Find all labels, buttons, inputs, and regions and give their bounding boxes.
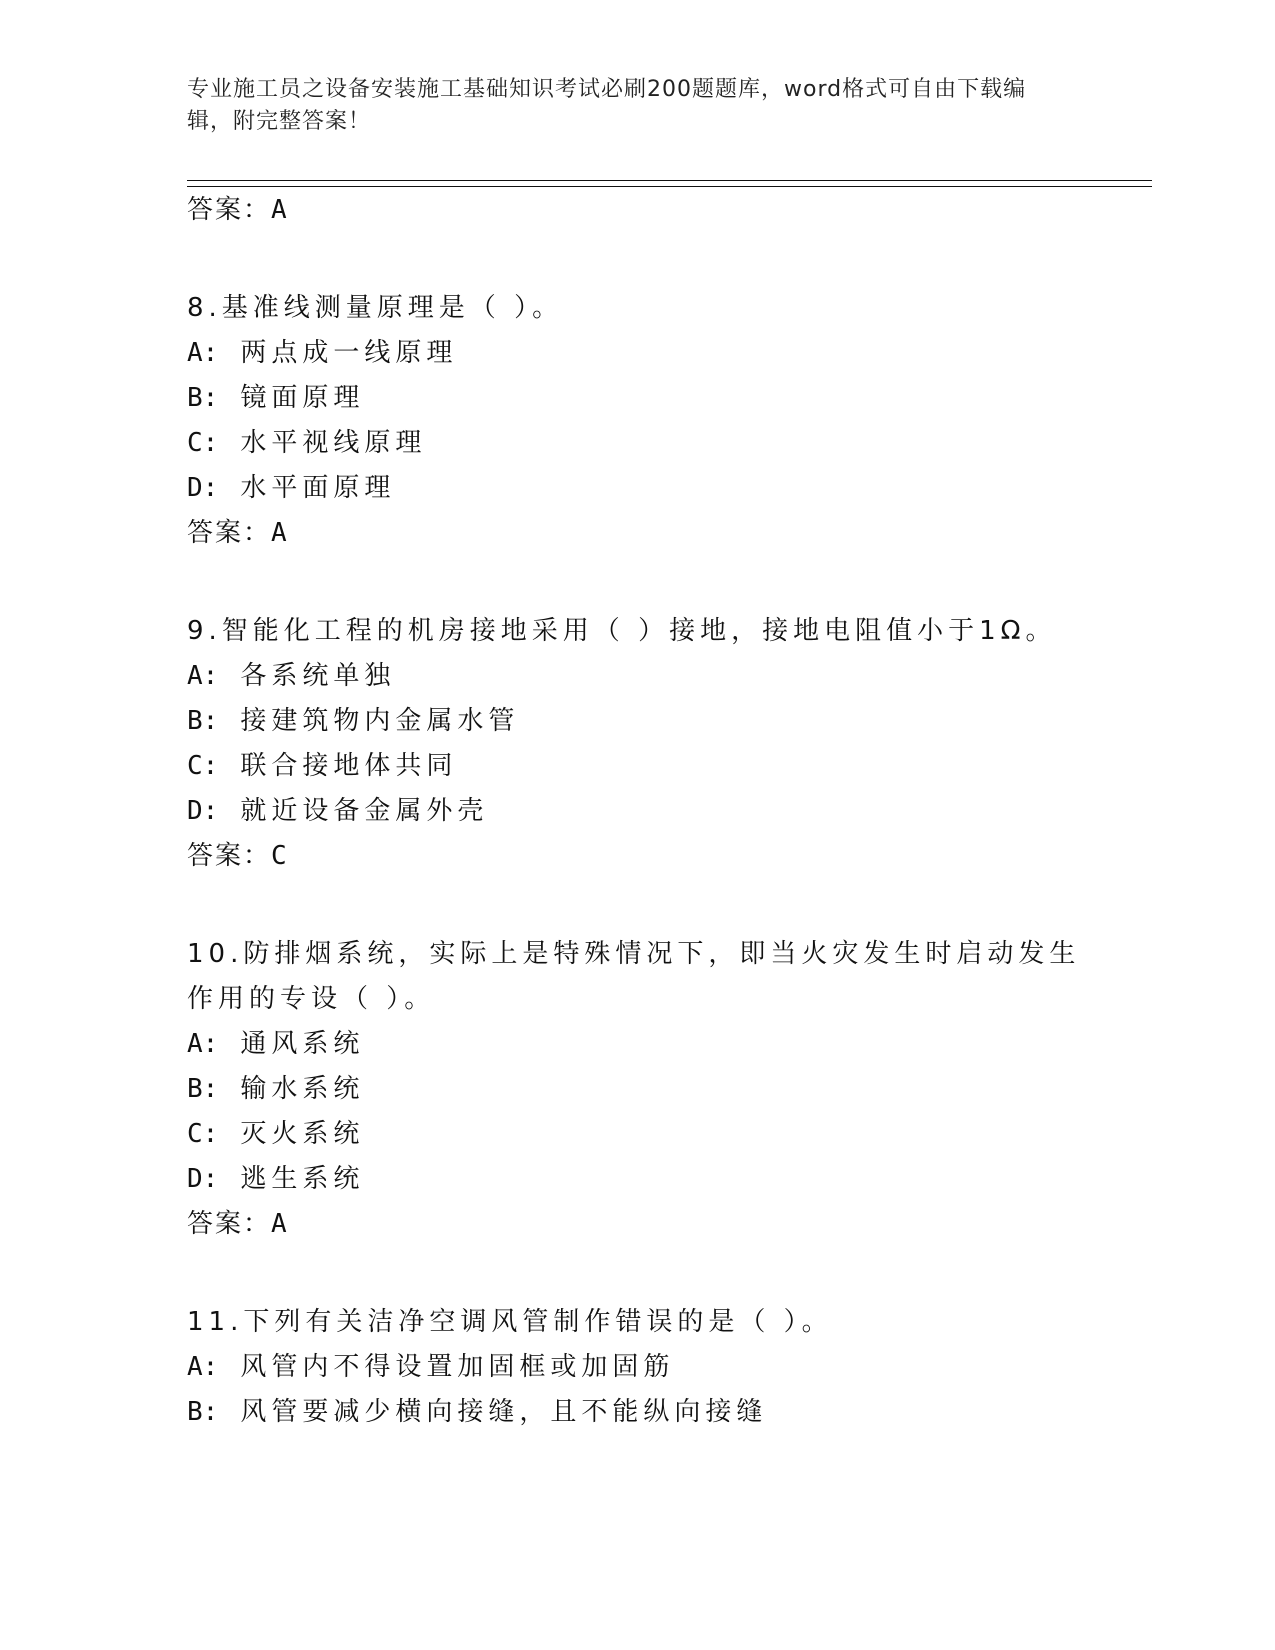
option-letter: C: xyxy=(187,428,219,458)
question-8 xyxy=(187,286,1087,553)
option-b xyxy=(187,1390,1087,1435)
option-letter: C: xyxy=(187,1119,219,1149)
option-b xyxy=(187,376,1087,421)
answer-line xyxy=(187,1204,1087,1244)
option-text: 就近设备金属外壳 xyxy=(240,796,489,826)
option-text: 接建筑物内金属水管 xyxy=(240,706,520,736)
question-stem: 9.智能化工程的机房接地采用（ ）接地，接地电阻值小于1Ω。 xyxy=(187,616,1057,646)
option-letter: B: xyxy=(187,383,219,413)
page-header: 专业施工员之设备安装施工基础知识考试必刷200题题库，word格式可自由下载编辑，附完整答案！ xyxy=(187,77,1027,134)
option-letter: B: xyxy=(187,1397,219,1427)
option-d xyxy=(187,466,1087,511)
option-letter: A: xyxy=(187,661,219,691)
answer-line xyxy=(187,190,1087,230)
question-list xyxy=(187,190,1087,1491)
answer-label: 答案： xyxy=(187,1209,272,1239)
question-stem: 8.基准线测量原理是（ ）。 xyxy=(187,293,564,323)
option-text: 水平视线原理 xyxy=(240,428,427,458)
option-letter: B: xyxy=(187,1074,219,1104)
option-text: 逃生系统 xyxy=(240,1164,365,1194)
option-text: 水平面原理 xyxy=(240,473,396,503)
option-text: 风管要减少横向接缝，且不能纵向接缝 xyxy=(240,1397,768,1427)
option-d xyxy=(187,1157,1087,1202)
question-9 xyxy=(187,609,1087,876)
question-stem: 11.下列有关洁净空调风管制作错误的是（ ）。 xyxy=(187,1307,833,1337)
option-letter: A: xyxy=(187,1352,219,1382)
option-text: 输水系统 xyxy=(240,1074,365,1104)
answer-label: 答案： xyxy=(187,841,272,871)
option-c xyxy=(187,421,1087,466)
answer-label: 答案： xyxy=(187,195,272,225)
option-b xyxy=(187,699,1087,744)
option-c xyxy=(187,1112,1087,1157)
option-text: 通风系统 xyxy=(240,1029,365,1059)
option-text: 联合接地体共同 xyxy=(240,751,458,781)
question-10 xyxy=(187,932,1087,1244)
option-c xyxy=(187,744,1087,789)
option-b xyxy=(187,1067,1087,1112)
option-letter: B: xyxy=(187,706,219,736)
option-text: 风管内不得设置加固框或加固筋 xyxy=(240,1352,675,1382)
option-text: 灭火系统 xyxy=(240,1119,365,1149)
answer-value: A xyxy=(271,518,289,548)
question-11 xyxy=(187,1300,1087,1435)
option-text: 两点成一线原理 xyxy=(240,338,458,368)
option-a xyxy=(187,331,1087,376)
answer-line xyxy=(187,836,1087,876)
option-a xyxy=(187,1022,1087,1067)
option-letter: D: xyxy=(187,473,219,503)
answer-line xyxy=(187,513,1087,553)
header-divider xyxy=(187,180,1152,187)
option-a xyxy=(187,654,1087,699)
option-letter: D: xyxy=(187,796,219,826)
option-a xyxy=(187,1345,1087,1390)
answer-value: A xyxy=(271,1209,289,1239)
answer-value: A xyxy=(271,195,289,225)
option-d xyxy=(187,789,1087,834)
option-letter: D: xyxy=(187,1164,219,1194)
answer-value: C xyxy=(271,841,289,871)
option-text: 镜面原理 xyxy=(240,383,365,413)
answer-label: 答案： xyxy=(187,518,272,548)
question-stem: 10.防排烟系统，实际上是特殊情况下，即当火灾发生时启动发生作用的专设（ ）。 xyxy=(187,939,1081,1014)
option-letter: C: xyxy=(187,751,219,781)
option-text: 各系统单独 xyxy=(240,661,396,691)
option-letter: A: xyxy=(187,338,219,368)
option-letter: A: xyxy=(187,1029,219,1059)
